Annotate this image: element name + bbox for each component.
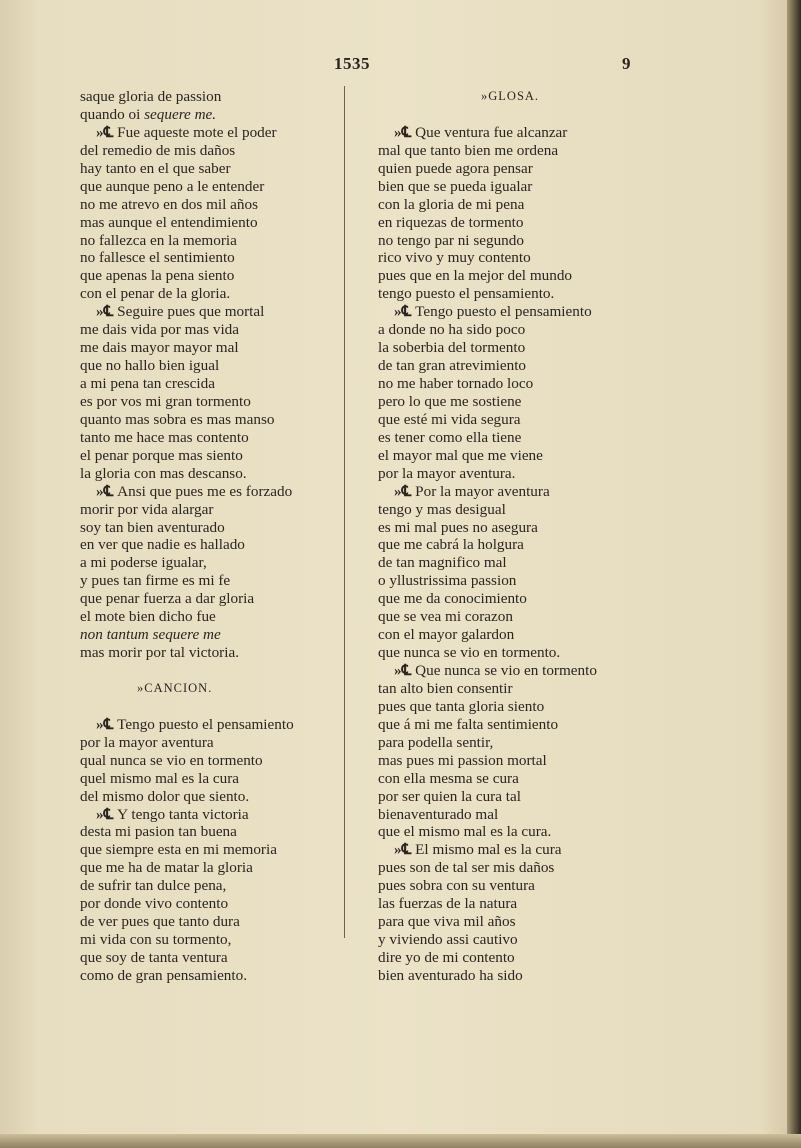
verse-text: que penar fuerza a dar gloria — [80, 590, 255, 608]
verse-line — [80, 285, 330, 303]
verse-text: pues que tanta gloria siento — [378, 697, 545, 715]
stanza-first-line — [80, 303, 330, 321]
stanza-first-line — [378, 841, 638, 859]
blank-line — [80, 698, 330, 716]
verse-text: Tengo puesto el pensamiento — [415, 303, 592, 321]
verse-text: me dais vida por mas vida — [80, 321, 240, 339]
verse-line — [80, 608, 330, 626]
verse-line — [378, 572, 638, 590]
verse-line — [378, 267, 638, 285]
verse-line — [378, 590, 638, 608]
verse-line — [80, 429, 330, 447]
verse-line — [378, 519, 638, 537]
verse-text: Fue aqueste mote el poder — [117, 123, 277, 141]
section-heading-text: GLOSA. — [488, 89, 540, 103]
verse-line — [80, 214, 330, 232]
verse-text: la soberbia del tormento — [378, 339, 526, 357]
verse-line — [378, 949, 638, 967]
verse-text: Por la mayor aventura — [415, 482, 550, 500]
verse-line — [378, 214, 638, 232]
verse-text: Y tengo tanta victoria — [117, 805, 249, 823]
verse-text: en ver que nadie es hallado — [80, 536, 245, 554]
verse-line — [378, 680, 638, 698]
verse-line — [378, 429, 638, 447]
verse-text: para que viva mil años — [378, 913, 516, 931]
verse-line — [80, 106, 330, 124]
verse-text: dire yo de mi contento — [378, 949, 515, 966]
verse-line — [80, 142, 330, 160]
verse-line — [378, 375, 638, 393]
right-column — [378, 88, 638, 985]
verse-text: no tengo par ni segundo — [378, 231, 524, 249]
paragraph-mark-icon: »℄ — [96, 805, 118, 823]
verse-line — [80, 411, 330, 429]
stanza-first-line — [378, 124, 638, 142]
verse-line — [378, 931, 638, 949]
verse-line — [378, 770, 638, 788]
verse-text: me dais mayor mayor mal — [80, 339, 239, 357]
verse-line — [80, 877, 330, 895]
verse-text: que me ha de matar la gloria — [80, 859, 253, 877]
verse-line — [80, 536, 330, 554]
verse-line — [80, 967, 330, 985]
verse-text: no me atrevo en dos mil años — [80, 195, 258, 213]
verse-text: qual nunca se vio en tormento — [80, 751, 263, 769]
verse-line — [80, 859, 330, 877]
verse-text: quando oi — [80, 105, 145, 123]
verse-text: pues son de tal ser mis daños — [378, 859, 555, 877]
verse-text: Que nunca se vio en tormento — [415, 662, 597, 679]
verse-text: como de gran pensamiento. — [80, 966, 248, 984]
paragraph-mark-icon: »℄ — [394, 303, 416, 321]
column-divider — [344, 86, 345, 938]
verse-text: para podella sentir, — [378, 733, 494, 751]
verse-line — [80, 88, 330, 106]
verse-text: del remedio de mis daños — [80, 141, 236, 159]
verse-text: con ella mesma se cura — [378, 769, 519, 787]
verse-text: mi vida con su tormento, — [80, 931, 232, 949]
verse-line — [378, 249, 638, 267]
verse-line — [80, 393, 330, 411]
blank-line — [378, 106, 638, 124]
verse-line — [80, 770, 330, 788]
verse-line — [378, 160, 638, 178]
verse-text: morir por vida alargar — [80, 500, 214, 518]
verse-line — [80, 267, 330, 285]
verse-line — [80, 196, 330, 214]
verse-text: que no hallo bien igual — [80, 357, 220, 375]
verse-text: las fuerzas de la natura — [378, 895, 518, 913]
left-column — [80, 88, 330, 985]
verse-text: que soy de tanta ventura — [80, 949, 228, 966]
verse-line — [378, 501, 638, 519]
stanza-first-line — [378, 483, 638, 501]
verse-line — [80, 734, 330, 752]
verse-line — [378, 626, 638, 644]
verse-line — [378, 752, 638, 770]
section-heading — [378, 88, 741, 106]
verse-text: rico vivo y muy contento — [378, 249, 531, 267]
paragraph-mark-icon: »℄ — [394, 482, 416, 500]
verse-line — [80, 752, 330, 770]
verse-line — [80, 321, 330, 339]
verse-line — [80, 895, 330, 913]
verse-text: la gloria con mas descanso. — [80, 464, 247, 482]
verse-line — [378, 411, 638, 429]
verse-line — [80, 357, 330, 375]
verse-text: a mi pena tan crescida — [80, 375, 215, 392]
verse-text: por la mayor aventura. — [378, 464, 516, 482]
italic-text: sequere me. — [144, 105, 217, 123]
verse-line — [378, 913, 638, 931]
verse-text: tanto me hace mas contento — [80, 428, 249, 446]
page-bottom-edge — [0, 1134, 801, 1148]
verse-text: pero lo que me sostiene — [378, 392, 522, 410]
italic-text: non tantum sequere me — [80, 626, 221, 644]
paragraph-mark-icon: »℄ — [96, 303, 118, 321]
verse-text: Que ventura fue alcanzar — [415, 123, 568, 141]
verse-text: a donde no ha sido poco — [378, 321, 526, 339]
verse-line — [378, 877, 638, 895]
verse-text: pues sobra con su ventura — [378, 877, 535, 895]
verse-text: por la mayor aventura — [80, 733, 214, 751]
verse-text: hay tanto en el que saber — [80, 159, 231, 177]
verse-text: que aunque peno a le entender — [80, 177, 265, 195]
verse-line — [378, 393, 638, 411]
verse-line — [378, 321, 638, 339]
verse-line — [378, 698, 638, 716]
stanza-first-line — [378, 662, 638, 680]
verse-text: tan alto bien consentir — [378, 679, 513, 697]
verse-line — [80, 249, 330, 267]
stanza-first-line — [80, 483, 330, 501]
verse-line — [378, 823, 638, 841]
verse-text: es mi mal pues no asegura — [378, 518, 538, 536]
verse-text: tengo y mas desigual — [378, 500, 506, 518]
verse-text: que nunca se vio en tormento. — [378, 644, 561, 662]
verse-line — [378, 357, 638, 375]
verse-line — [80, 339, 330, 357]
verse-line — [378, 788, 638, 806]
verse-line — [378, 339, 638, 357]
verse-line — [80, 232, 330, 250]
verse-line — [378, 644, 638, 662]
verse-line — [378, 859, 638, 877]
verse-line — [80, 626, 330, 644]
verse-line — [378, 536, 638, 554]
verse-text: que siempre esta en mi memoria — [80, 841, 277, 859]
verse-line — [378, 465, 638, 483]
verse-line — [80, 554, 330, 572]
verse-line — [378, 895, 638, 913]
paragraph-mark-icon: »℄ — [394, 123, 416, 141]
verse-text: o yllustrissima passion — [378, 572, 517, 590]
verse-text: pues que en la mejor del mundo — [378, 267, 573, 285]
verse-line — [378, 232, 638, 250]
verse-text: es tener como ella tiene — [378, 428, 522, 446]
verse-line — [80, 913, 330, 931]
paragraph-mark-icon: »℄ — [96, 482, 118, 500]
verse-text: no fallezca en la memoria — [80, 231, 237, 249]
stanza-first-line — [378, 303, 638, 321]
verse-text: saque gloria de passion — [80, 88, 222, 105]
verse-text: y pues tan firme es mi fe — [80, 572, 231, 590]
verse-line — [80, 519, 330, 537]
verse-text: del mismo dolor que siento. — [80, 787, 250, 805]
verse-text: soy tan bien aventurado — [80, 518, 225, 536]
paragraph-mark-icon: »℄ — [96, 715, 118, 733]
verse-line — [80, 949, 330, 967]
paragraph-mark-icon: »℄ — [96, 123, 118, 141]
verse-text: es por vos mi gran tormento — [80, 392, 251, 410]
page-number: 9 — [622, 54, 631, 73]
verse-text: Tengo puesto el pensamiento — [117, 715, 294, 733]
verse-line — [80, 644, 330, 662]
verse-line — [80, 788, 330, 806]
verse-text: no me haber tornado loco — [378, 375, 534, 392]
verse-text: tengo puesto el pensamiento. — [378, 285, 555, 303]
verse-line — [378, 734, 638, 752]
verse-text: por ser quien la cura tal — [378, 787, 521, 805]
verse-line — [378, 806, 638, 824]
section-heading — [80, 680, 387, 698]
verse-line — [378, 285, 638, 303]
stanza-first-line — [80, 716, 330, 734]
verse-line — [80, 160, 330, 178]
verse-line — [378, 554, 638, 572]
verse-line — [80, 447, 330, 465]
verse-line — [80, 465, 330, 483]
verse-text: Ansi que pues me es forzado — [117, 482, 293, 500]
pilcrow-icon: » — [137, 680, 145, 695]
verse-line — [378, 716, 638, 734]
verse-text: que á mi me falta sentimiento — [378, 715, 559, 733]
verse-text: en riquezas de tormento — [378, 213, 524, 231]
verse-text: por donde vivo contento — [80, 895, 229, 913]
verse-line — [80, 823, 330, 841]
verse-line — [80, 501, 330, 519]
stanza-first-line — [80, 124, 330, 142]
verse-line — [378, 608, 638, 626]
pilcrow-icon: » — [481, 89, 489, 103]
book-spine-shadow — [787, 0, 801, 1148]
section-heading-text: CANCION. — [144, 680, 213, 695]
verse-text: de tan gran atrevimiento — [378, 357, 527, 375]
verse-text: Seguire pues que mortal — [117, 303, 265, 321]
verse-line — [378, 447, 638, 465]
verse-line — [378, 196, 638, 214]
verse-line — [378, 967, 638, 985]
verse-text: con la gloria de mi pena — [378, 195, 525, 213]
blank-line — [80, 662, 330, 680]
verse-text: quien puede agora pensar — [378, 159, 533, 177]
verse-text: mal que tanto bien me ordena — [378, 141, 559, 159]
verse-text: mas morir por tal victoria. — [80, 644, 240, 662]
verse-text: que me da conocimiento — [378, 590, 527, 608]
verse-text: el mote bien dicho fue — [80, 608, 216, 626]
verse-text: desta mi pasion tan buena — [80, 823, 237, 841]
verse-text: mas pues mi passion mortal — [378, 751, 547, 769]
verse-text: no fallesce el sentimiento — [80, 249, 235, 267]
verse-line — [80, 590, 330, 608]
verse-text: de ver pues que tanto dura — [80, 913, 240, 931]
verse-text: quel mismo mal es la cura — [80, 769, 240, 787]
verse-text: a mi poderse igualar, — [80, 554, 207, 572]
paragraph-mark-icon: »℄ — [394, 841, 416, 859]
verse-line — [80, 841, 330, 859]
verse-line — [80, 572, 330, 590]
verse-text: que me cabrá la holgura — [378, 536, 524, 554]
verse-text: que el mismo mal es la cura. — [378, 823, 552, 841]
verse-text: con el mayor galardon — [378, 626, 515, 644]
verse-text: que esté mi vida segura — [378, 410, 521, 428]
verse-text: que se vea mi corazon — [378, 608, 513, 626]
verse-line — [378, 142, 638, 160]
verse-line — [378, 178, 638, 196]
verse-text: el penar porque mas siento — [80, 446, 243, 464]
verse-text: El mismo mal es la cura — [415, 841, 562, 859]
paragraph-mark-icon: »℄ — [394, 662, 416, 679]
verse-text: el mayor mal que me viene — [378, 446, 543, 464]
verse-text: con el penar de la gloria. — [80, 285, 231, 303]
verse-text: bienaventurado mal — [378, 805, 499, 823]
verse-line — [80, 178, 330, 196]
verse-text: y viviendo assi cautivo — [378, 931, 518, 949]
verse-text: quanto mas sobra es mas manso — [80, 410, 275, 428]
verse-line — [80, 931, 330, 949]
verse-text: mas aunque el entendimiento — [80, 213, 258, 231]
verse-text: bien que se pueda igualar — [378, 177, 533, 195]
page-header-year: 1535 — [334, 54, 370, 73]
verse-line — [80, 375, 330, 393]
verse-text: bien aventurado ha sido — [378, 966, 523, 984]
stanza-first-line — [80, 806, 330, 824]
verse-text: que apenas la pena siento — [80, 267, 235, 285]
verse-text: de tan magnifico mal — [378, 554, 507, 572]
verse-text: de sufrir tan dulce pena, — [80, 877, 227, 895]
